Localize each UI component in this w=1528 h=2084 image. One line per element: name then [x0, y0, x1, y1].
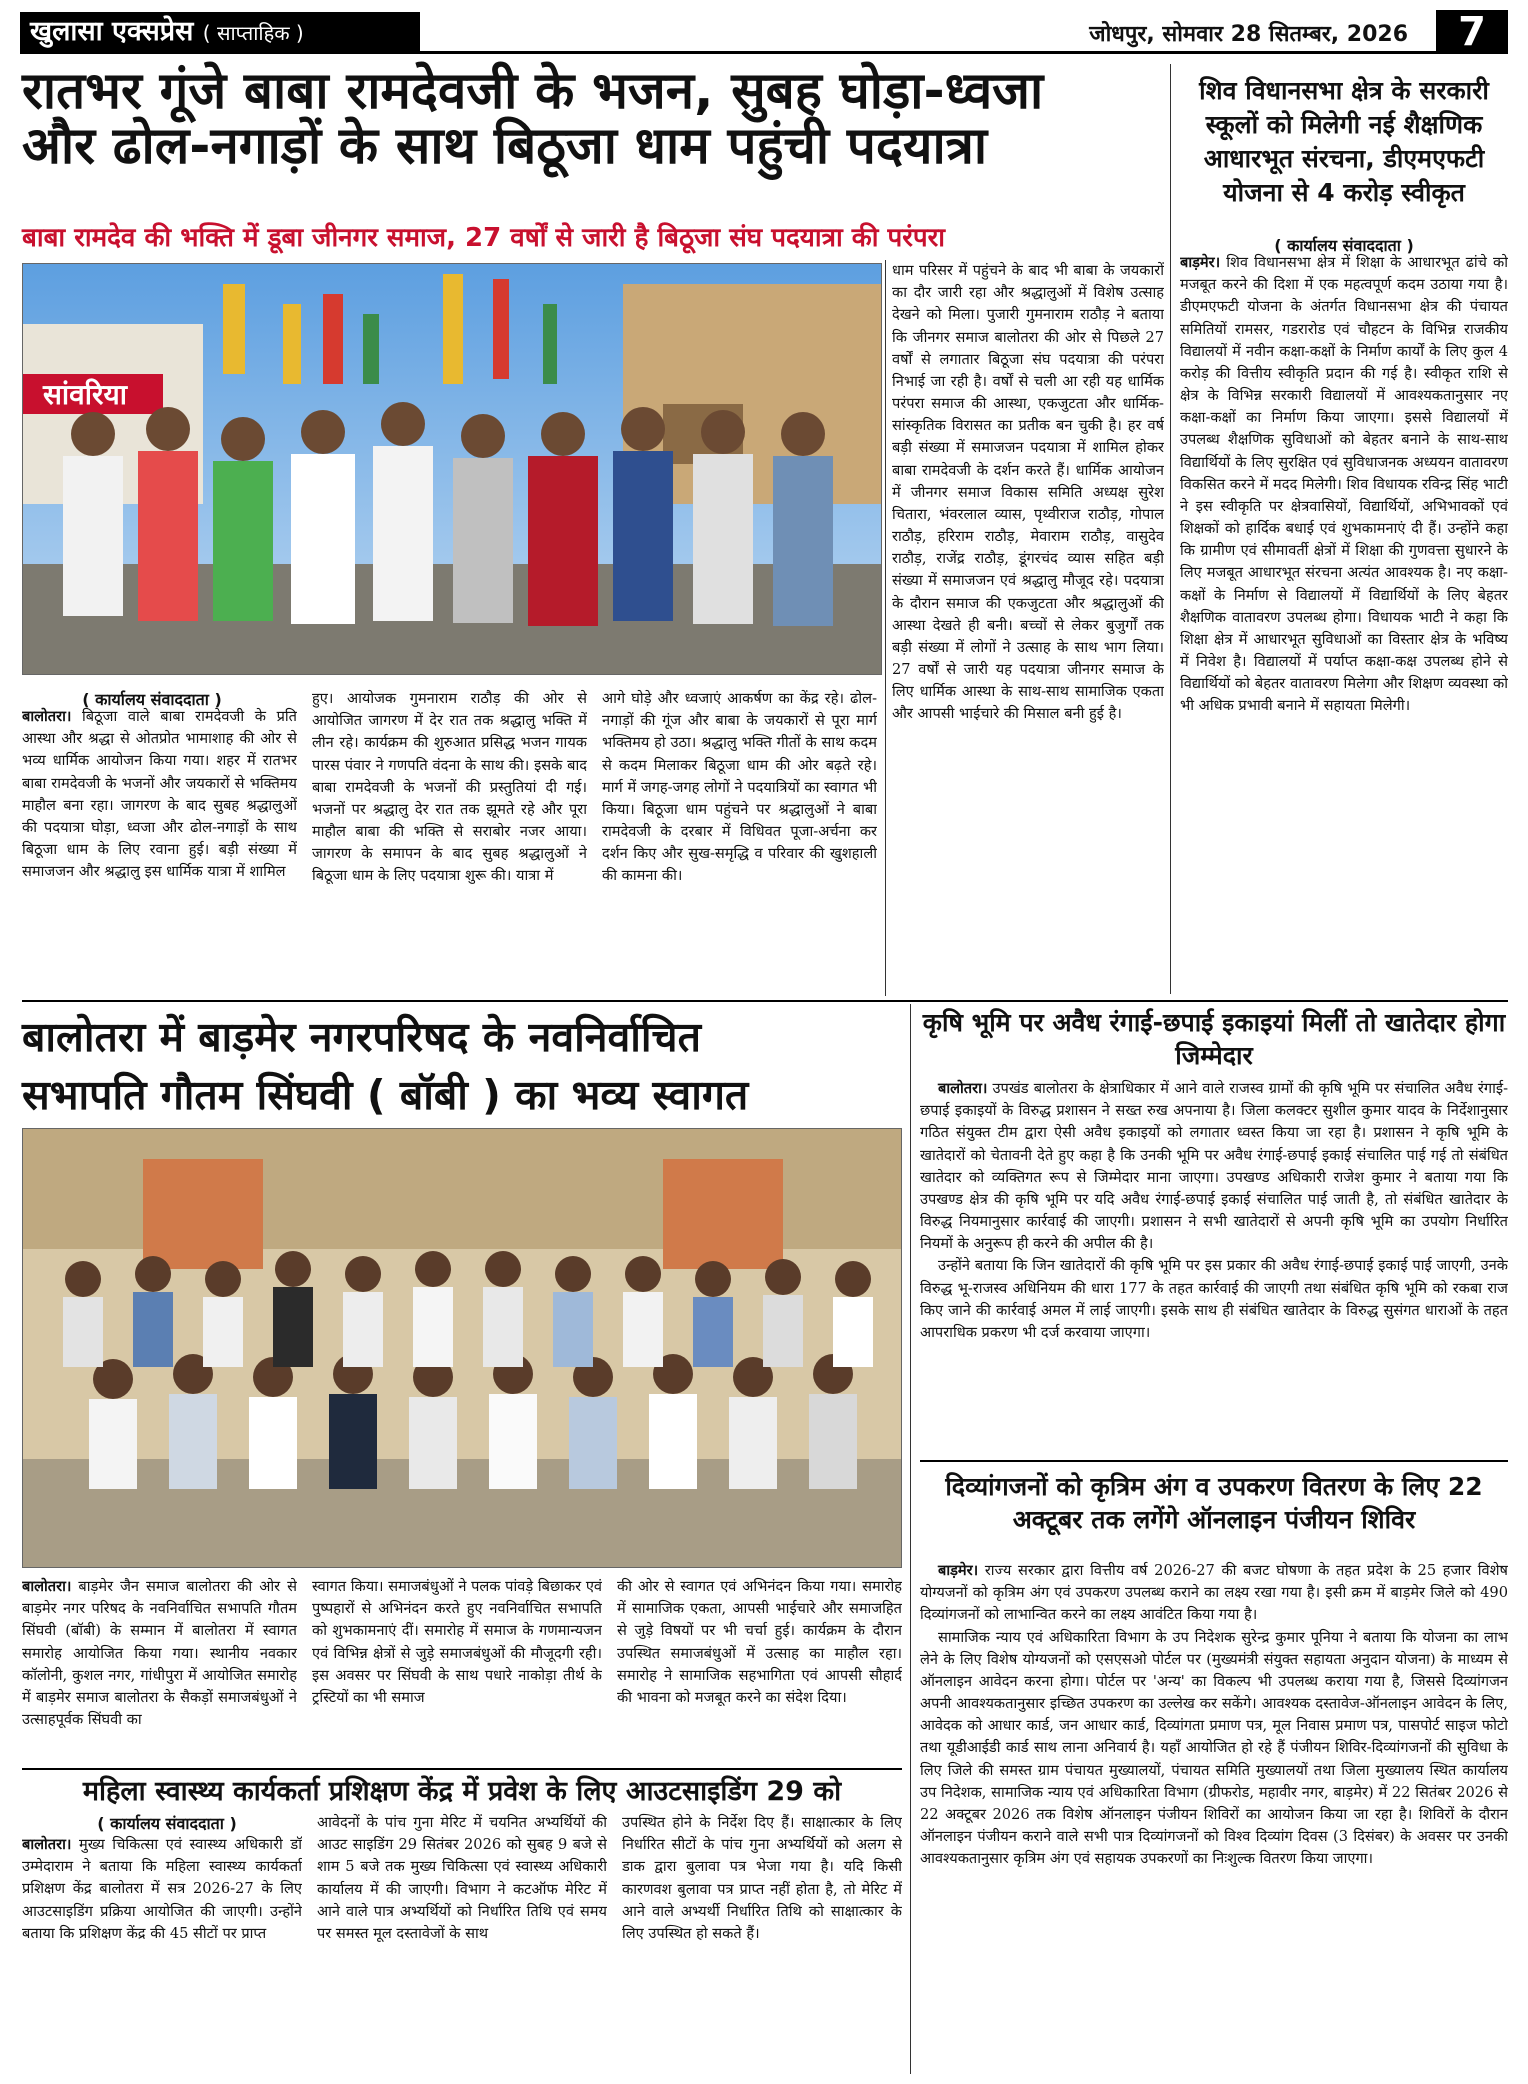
- side-byline: ( कार्यालय संवाददाता ): [1274, 236, 1414, 255]
- side-body: [1180, 252, 1508, 992]
- column-rule: [910, 1004, 911, 2074]
- section-rule: [920, 1460, 1508, 1462]
- agri-p2: उन्होंने बताया कि जिन खातेदारों की कृषि भूमि पर इस प्रकार की अवैध रंगाई-छपाई इकाई पाई जाएगी, उनके विरुद्ध भू-राजस्व अधिनियम की धारा 177 के तहत कार्रवाई की जाएगी तथा संबंधित कृषि भूमि को रकबा राज किए जाने की कार्रवाई अमल में लाई जाएगी। इसके साथ ही संबंधित खातेदार के विरुद्ध सुसंगत धाराओं के तहत आपराधिक प्रकरण भी दर्ज करवाया जाएगा।: [920, 1257, 1508, 1341]
- agri-p1: उपखंड बालोतरा के क्षेत्राधिकार में आने वाले राजस्व ग्रामों की कृषि भूमि पर संचालित अवैध रंगाई-छपाई इकाइयों के विरुद्ध प्रशासन ने सख्त रुख अपनाया है। जिला कलक्टर सुशील कुमार यादव के निर्देशानुसार गठित संयुक्त टीम द्वारा ऐसी अवैध इकाइयों को लगातार ध्वस्त किया जा रहा है। प्रशासन ने कृषि भूमि के खातेदारों को चेतावनी देते हुए कहा है कि उनकी भूमि पर अवैध रंगाई-छपाई इकाई संचालित पाई गई तो संबंधित खातेदार को व्यक्तिगत रूप से जिम्मेदार माना जाएगा। उपखण्ड अधिकारी राजेश कुमार ने बताया गया कि उपखण्ड क्षेत्र की कृषि भूमि पर यदि अवैध रंगाई-छपाई इकाई संचालित पाई जाती है, तो संबंधित खातेदार के विरुद्ध नियमानुसार कार्रवाई की जाएगी। प्रशासन ने सभी खातेदारों से अपनी कृषि भूमि का उपयोग निर्धारित नियमों के अनुरूप ही करने की अपील की है।: [920, 1080, 1508, 1253]
- divyang-body: [920, 1560, 1508, 2076]
- column-rule: [885, 260, 886, 996]
- welcome-col-3: की ओर से स्वागत एवं अभिनंदन किया गया। समारोह में सामाजिक एकता, आपसी भाईचारे और समाजहित से जुड़े विषयों पर भी चर्चा हुई। कार्यक्रम के दौरान उपस्थित समाजबंधुओं में उत्साह का माहौल रहा। समारोह ने सामाजिक सहभागिता एवं आपसी सौहार्द की भावना को मजबूत करने का संदेश दिया।: [617, 1578, 902, 1706]
- divyang-place: बाड़मेर।: [938, 1562, 979, 1579]
- lead-photo: [22, 263, 882, 675]
- page-number: 7: [1436, 10, 1508, 54]
- welcome-headline-line1: बालोतरा में बाड़मेर नगरपरिषद के नवनिर्वाचित: [22, 1013, 701, 1061]
- welcome-photo: [22, 1128, 902, 1568]
- lead-col-2: हुए। आयोजक गुमनाराम राठौड़ की ओर से आयोजित जागरण में देर रात तक श्रद्धालु भक्ति में लीन रहे। कार्यक्रम की शुरुआत प्रसिद्ध भजन गायक पारस पंवार ने गणपति वंदना के साथ की। इसके बाद बाबा रामदेवजी के भजनों की प्रस्तुतियां दी गई। भजनों पर श्रद्धालु देर रात तक झूमते रहे और पूरा माहौल बाबा की भक्ति से सराबोर नजर आया।जागरण के समापन के बाद सुबह श्रद्धालुओं ने बिठूजा धाम के लिए पदयात्रा शुरू की। यात्रा में: [312, 690, 587, 885]
- divyang-p2: सामाजिक न्याय एवं अधिकारिता विभाग के उप निदेशक सुरेन्द्र कुमार पूनिया ने बताया कि योजना का लाभ लेने के लिए विशेष योग्यजनों को एसएसओ पोर्टल पर (मुख्यमंत्री संयुक्त सहायता अनुदान योजना) के माध्यम से ऑनलाइन आवेदन करना होगा। पोर्टल पर 'अन्य' का विकल्प भी उपलब्ध कराया गया है, जिससे दिव्यांगजन अपनी आवश्यकतानुसार इच्छित उपकरण का उल्लेख कर सकेंगे। आवश्यक दस्तावेज-ऑनलाइन आवेदन के लिए, आवेदक को आधार कार्ड, जन आधार कार्ड, दिव्यांगता प्रमाण पत्र, मूल निवास प्रमाण पत्र, पासपोर्ट साइज फोटो तथा यूडीआईडी कार्ड साथ लाना अनिवार्य है। यहाँ आयोजित हो रहे हैं पंजीयन शिविर-दिव्यांगजनों की सुविधा के लिए जिले की समस्त ग्राम पंचायत मुख्यालयों, पंचायत समिति मुख्यालयों तथा जिला मुख्यालय स्थित कार्यालय उप निदेशक, सामाजिक न्याय एवं अधिकारिता विभाग (ग्रीफरोड, महावीर नगर, बाड़मेर) में 22 सितंबर 2026 से 22 अक्टूबर 2026 तक विशेष ऑनलाइन पंजीयन शिविरों का आयोजन किया जा रहा है। शिविरों के दौरान ऑनलाइन पंजीयन कराने वाले सभी पात्र दिव्यांगजनों को विश्व दिव्यांग दिवस (3 दिसंबर) के अवसर पर उनकी आवश्यकतानुसार कृत्रिम अंग एवं सहायक उपकरणों का निःशुल्क वितरण किया जाएगा।: [920, 1628, 1508, 1868]
- column-rule: [1170, 64, 1171, 994]
- brand-name: खुलासा एक्सप्रेस: [30, 16, 194, 47]
- lead-place: बालोतरा।: [22, 708, 72, 725]
- divyang-p1: राज्य सरकार द्वारा वित्तीय वर्ष 2026-27 की बजट घोषणा के तहत प्रदेश के 25 हजार विशेष योग्यजनों को कृत्रिम अंग एवं उपकरण उपलब्ध कराने का लक्ष्य रखा गया है। इसी क्रम में बाड़मेर जिले को 490 दिव्यांगजनों को लाभान्वित करने का लक्ष्य आवंटित किया गया है।: [920, 1562, 1508, 1624]
- section-rule: [22, 1000, 1508, 1002]
- health-col-1: [22, 1834, 302, 2074]
- dateline: जोधपुर, सोमवार 28 सितम्बर, 2026: [1089, 22, 1408, 47]
- side-body-text: शिव विधानसभा क्षेत्र में शिक्षा के आधारभूत ढांचे को मजबूत करने की दिशा में एक महत्वपूर्ण कदम उठाया गया है। डीएमएफटी योजना के अंतर्गत विधानसभा क्षेत्र की पंचायत समितियों रामसर, गडरारोड एवं चौहटन के विभिन्न राजकीय विद्यालयों में नवीन कक्षा-कक्षों के निर्माण कार्यों के लिए कुल 4 करोड़ की वित्तीय स्वीकृति प्रदान की गई है। स्वीकृत राशि से क्षेत्र के विभिन्न सरकारी विद्यालयों में आवश्यकतानुसार नए कक्षा-कक्षों का निर्माण किया जाएगा। इससे विद्यालयों में उपलब्ध शैक्षणिक सुविधाओं को बेहतर बनाने के साथ-साथ विद्यार्थियों के लिए सुरक्षित एवं सुविधाजनक अध्ययन वातावरण विकसित करने में मदद मिलेगी। शिव विधायक रविन्द्र सिंह भाटी ने इस स्वीकृति पर क्षेत्रवासियों, विद्यार्थियों, अभिभावकों एवं शिक्षकों को हार्दिक बधाई एवं शुभकामनाएं दी हैं। उन्होंने कहा कि ग्रामीण एवं सीमावर्ती क्षेत्रों में शिक्षा की गुणवत्ता सुधारने के लिए मजबूत आधारभूत संरचना अत्यंत आवश्यक है। नए कक्षा-कक्षों के निर्माण से विद्यालयों में विद्यार्थियों के लिए बेहतर शैक्षणिक वातावरण उपलब्ध होगा। विधायक भाटी ने कहा कि शिक्षा क्षेत्र में आधारभूत सुविधाओं का विस्तार क्षेत्र के भविष्य में निवेश है। विद्यालयों में पर्याप्त कक्षा-कक्ष उपलब्ध होने से विद्यार्थियों को बेहतर वातावरण मिलेगा और शिक्षण व्यवस्था को भी अधिक प्रभावी बनाने में सहायता मिलेगी।: [1180, 254, 1508, 715]
- welcome-col-1: [22, 1576, 297, 1766]
- masthead: [20, 10, 1508, 54]
- brand-bar: [20, 12, 420, 52]
- lead-headline-line2: और ढोल-नगाड़ों के साथ बिठूजा धाम पहुंची पदयात्रा: [22, 117, 988, 177]
- agri-headline: कृषि भूमि पर अवैध रंगाई-छपाई इकाइयां मिलीं तो खातेदार होगा जिम्मेदार: [922, 1008, 1506, 1070]
- agri-body: [920, 1078, 1508, 1456]
- lead-col-3: आगे घोड़े और ध्वजाएं आकर्षण का केंद्र रहे। ढोल-नगाड़ों की गूंज और बाबा के जयकारों से पूरा मार्ग भक्तिमय हो उठा। श्रद्धालु भक्ति गीतों के साथ कदम से कदम मिलाकर बिठूजा धाम की ओर बढ़ते रहे। मार्ग में जगह-जगह लोगों ने पदयात्रियों का स्वागत भी किया। बिठूजा धाम पहुंचने पर श्रद्धालुओं ने बाबा रामदेवजी के दरबार में विधिवत पूजा-अर्चना कर दर्शन किए और सुख-समृद्धि व परिवार की खुशहाली की कामना की।: [602, 690, 877, 885]
- welcome-col-2: स्वागत किया। समाजबंधुओं ने पलक पांवड़े बिछाकर एवं पुष्पहारों से अभिनंदन करते हुए नवनिर्वाचित सभापति को शुभकामनाएं दीं। समारोह में समाज के गणमान्यजन एवं विभिन्न क्षेत्रों से जुड़े समाजबंधुओं की मौजूदगी रही। इस अवसर पर सिंघवी के साथ पधारे नाकोड़ा तीर्थ के ट्रस्टियों का भी समाज: [312, 1578, 602, 1706]
- welcome-place: बालोतरा।: [22, 1578, 72, 1595]
- side-headline: शिव विधानसभा क्षेत्र के सरकारी स्कूलों को मिलेगी नई शैक्षणिक आधारभूत संरचना, डीएमएफटी योजना से 4 करोड़ स्वीकृत: [1199, 76, 1489, 207]
- lead-col1-text: बिठूजा वाले बाबा रामदेवजी के प्रति आस्था और श्रद्धा से ओतप्रोत भामाशाह की ओर से भव्य धार्मिक आयोजन किया गया। शहर में रातभर बाबा रामदेवजी के भजनों और जयकारों से भक्तिमय माहौल बना रहा। जागरण के बाद सुबह श्रद्धालुओं की पदयात्रा घोड़ा, ध्वजा और ढोल-नगाड़ों के साथ बिठूजा धाम के लिए रवाना हुई। बड़ी संख्या में समाजजन और श्रद्धालु इस धार्मिक यात्रा में शामिल: [22, 708, 297, 881]
- health-col-2: आवेदनों के पांच गुना मेरिट में चयनित अभ्यर्थियों की आउट साइडिंग 29 सितंबर 2026 को सुबह 9 बजे से शाम 5 बजे तक मुख्य चिकित्सा एवं स्वास्थ्य अधिकारी कार्यालय में की जाएगी। विभाग ने कटऑफ मेरिट में आने वाले पात्र अभ्यर्थियों को निर्धारित तिथि एवं समय पर समस्त मूल दस्तावेजों के साथ: [317, 1814, 607, 1942]
- lead-headline: [22, 62, 1162, 177]
- lead-col-1: [22, 706, 297, 996]
- health-byline: ( कार्यालय संवाददाता ): [97, 1814, 237, 1833]
- lead-headline-line1: रातभर गूंजे बाबा रामदेवजी के भजन, सुबह घोड़ा-ध्वजा: [22, 62, 1044, 121]
- health-col-3: उपस्थित होने के निर्देश दिए हैं। साक्षात्कार के लिए निर्धारित सीटों के पांच गुना अभ्यर्थियों को अलग से डाक द्वारा बुलावा पत्र भेजा गया है। यदि किसी कारणवश बुलावा पत्र प्राप्त नहीं होता है, तो मेरिट में आने वाले अभ्यर्थी निर्धारित तिथि को साक्षात्कार के लिए उपस्थित हो सकते हैं।: [622, 1814, 902, 1942]
- edition-label: ( साप्ताहिक ): [202, 21, 304, 45]
- welcome-col1-text: बाड़मेर जैन समाज बालोतरा की ओर से बाड़मेर नगर परिषद के नवनिर्वाचित सभापति गौतम सिंघवी (बॉबी) के सम्मान में बालोतरा में स्वागत समारोह आयोजित किया गया। स्थानीय नवकार कॉलोनी, कुशल नगर, गांधीपुरा में आयोजित समारोह में बाड़मेर समाज बालोतरा के सैकड़ों समाजबंधुओं ने उत्साहपूर्वक सिंघवी का: [22, 1578, 297, 1729]
- shop-sign-text: सांवरिया: [43, 378, 127, 411]
- side-place: बाड़मेर।: [1180, 254, 1221, 271]
- agri-place: बालोतरा।: [938, 1080, 988, 1097]
- lead-byline: ( कार्यालय संवाददाता ): [82, 690, 222, 709]
- health-place: बालोतरा।: [22, 1836, 72, 1853]
- lead-subheadline: बाबा रामदेव की भक्ति में डूबा जीनगर समाज, 27 वर्षों से जारी है बिठूजा संघ पदयात्रा की परंपरा: [22, 223, 946, 253]
- section-rule: [22, 1768, 902, 1770]
- welcome-headline-line2: सभापति गौतम सिंघवी ( बॉबी ) का भव्य स्वागत: [22, 1071, 749, 1120]
- welcome-headline: [22, 1008, 902, 1124]
- divyang-headline: दिव्यांगजनों को कृत्रिम अंग व उपकरण वितरण के लिए 22 अक्टूबर तक लगेंगे ऑनलाइन पंजीयन शिविर: [945, 1472, 1483, 1534]
- lead-col-4: धाम परिसर में पहुंचने के बाद भी बाबा के जयकारों का दौर जारी रहा और श्रद्धालुओं में विशेष उत्साह देखने को मिला। पुजारी गुमनाराम राठौड़ ने बताया कि जीनगर समाज बालोतरा की ओर से पिछले 27 वर्षों से लगातार बिठूजा संघ पदयात्रा की परंपरा निभाई जा रही है। वर्षों से चली आ रही यह धार्मिक परंपरा समाज की आस्था, एकजुटता और धार्मिक-सांस्कृतिक विरासत का प्रतीक बन चुकी है। हर वर्ष बड़ी संख्या में समाजजन पदयात्रा में शामिल होकर बाबा रामदेवजी के दर्शन करते हैं। धार्मिक आयोजन में जीनगर समाज विकास समिति अध्यक्ष सुरेश चितारा, भंवरलाल व्यास, पृथ्वीराज राठौड़, गोपाल राठौड़, हरिराम राठौड़, मेवाराम राठौड़, वासुदेव राठौड़, राजेंद्र राठौड़, डूंगरचंद व्यास सहित बड़ी संख्या में समाजजन एवं श्रद्धालु मौजूद रहे। पदयात्रा के दौरान समाज की एकजुटता और श्रद्धालुओं की आस्था देखते ही बनी। बच्चों से लेकर बुजुर्गों तक बड़ी संख्या में लोगों ने उत्साह के साथ भाग लिया। 27 वर्षों से जारी यह पदयात्रा जीनगर समाज के लिए धार्मिक आस्था के साथ-साथ सामाजिक एकता और आपसी भाईचारे की मिसाल बनी हुई है।: [892, 262, 1164, 723]
- health-col1-text: मुख्य चिकित्सा एवं स्वास्थ्य अधिकारी डॉ उम्मेदाराम ने बताया कि महिला स्वास्थ्य कार्यकर्ता प्रशिक्षण केंद्र बालोतरा में सत्र 2026-27 के लिए आउटसाइडिंग प्रक्रिया आयोजित की जाएगी। उन्होंने बताया कि प्रशिक्षण केंद्र की 45 सीटों पर प्राप्त: [22, 1836, 302, 1942]
- health-headline: महिला स्वास्थ्य कार्यकर्ता प्रशिक्षण केंद्र में प्रवेश के लिए आउटसाइडिंग 29 को: [82, 1776, 842, 1807]
